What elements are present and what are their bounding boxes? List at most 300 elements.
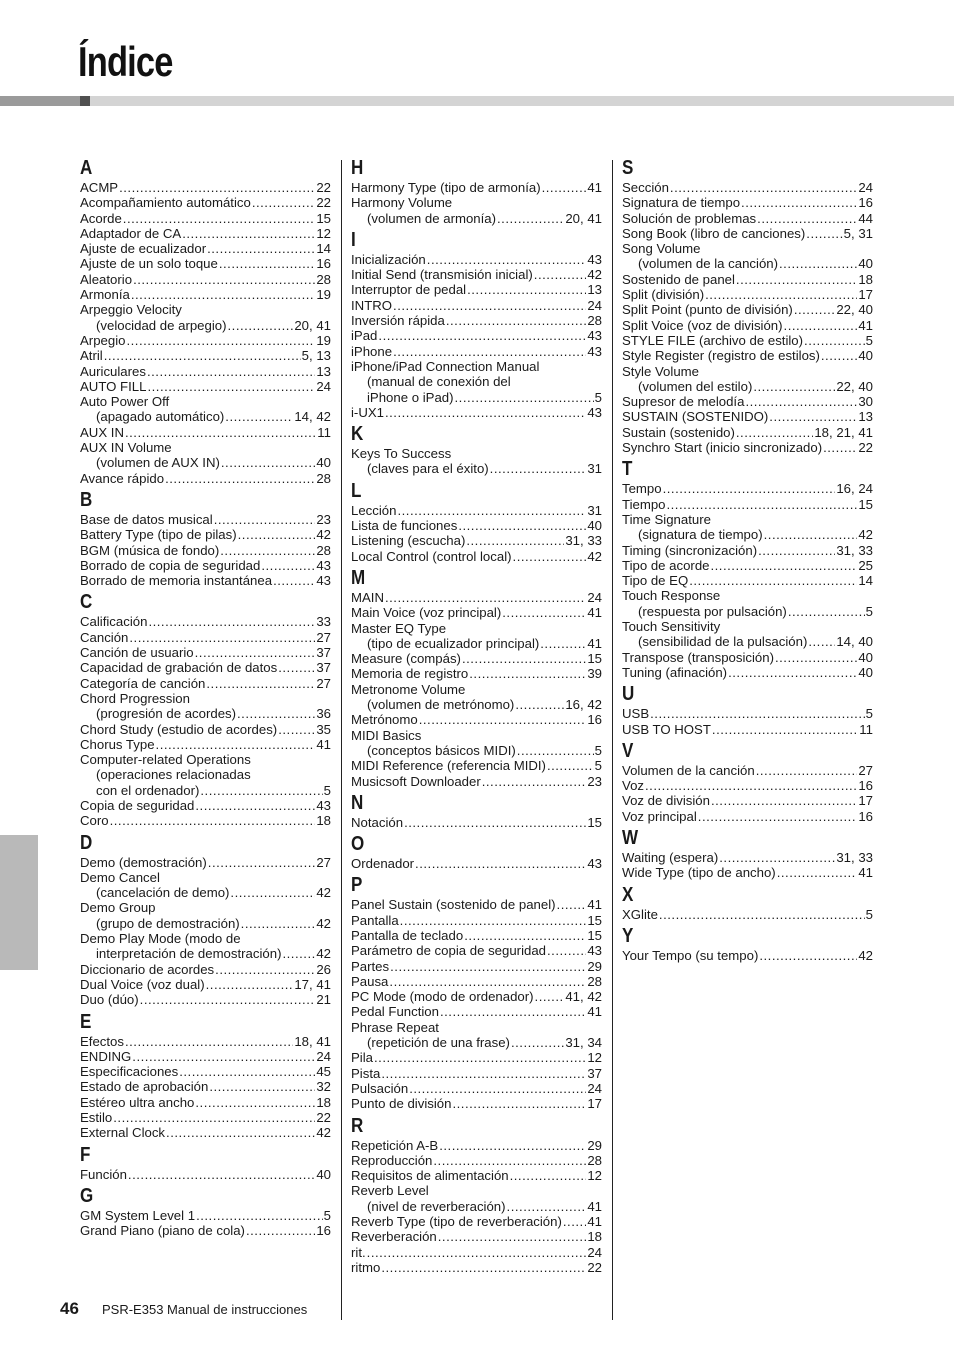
index-entry (80, 660, 331, 675)
index-entry (351, 1260, 602, 1275)
entry-term: iPhone (351, 343, 393, 359)
index-entry (80, 722, 331, 737)
dot-leader (220, 543, 315, 558)
dot-leader (278, 722, 315, 737)
index-entry (80, 1125, 331, 1140)
entry-page: 40 (316, 455, 331, 471)
index-entry (351, 774, 602, 789)
entry-page: 42 (858, 527, 873, 543)
entry-term: (volumen de AUX IN) (96, 455, 220, 471)
index-entry (80, 885, 331, 900)
entry-term: iPad (351, 328, 378, 344)
entry-term: (tipo de ecualizador principal) (367, 635, 540, 651)
entry-page: 22 (316, 1110, 331, 1126)
entry-page: 16 (316, 1223, 331, 1239)
entry-term: (nivel de reverberación) (367, 1198, 506, 1214)
entry-term: Keys To Success (351, 446, 452, 462)
entry-term: Estilo (80, 1110, 113, 1126)
entry-page: 41 (858, 317, 873, 333)
index-entry (351, 1199, 602, 1214)
index-entry (622, 512, 873, 527)
entry-term: rit. (351, 1244, 366, 1260)
entry-term: (sensibilidad de la pulsación) (638, 634, 808, 650)
dot-leader (721, 619, 872, 634)
entry-term: USB TO HOST (622, 721, 711, 737)
index-entry (351, 621, 602, 636)
dot-leader (415, 856, 586, 871)
dot-leader (650, 706, 865, 721)
dot-leader (182, 226, 315, 241)
entry-page: 18 (858, 271, 873, 287)
entry-term: Chord Progression (80, 690, 190, 706)
index-entry (351, 943, 602, 958)
entry-term: Lección (351, 502, 397, 518)
dot-leader (757, 211, 857, 226)
index-entry (80, 211, 331, 226)
index-section (80, 158, 331, 486)
dot-leader (808, 634, 835, 649)
index-entry (351, 461, 602, 476)
dot-leader (452, 446, 601, 461)
entry-term: (volumen de armonía) (367, 210, 497, 226)
entry-term: Avance rápido (80, 470, 165, 486)
index-column-2 (351, 158, 602, 1275)
entry-page: 41 (587, 605, 602, 621)
entry-term: (velocidad de arpegio) (96, 317, 227, 333)
entry-page: 22, 40 (836, 378, 873, 394)
dot-leader (433, 1153, 586, 1168)
dot-leader (128, 1167, 315, 1182)
section-letter: S (622, 157, 634, 179)
dot-leader (769, 409, 857, 424)
entry-page: 42 (587, 548, 602, 564)
dot-leader (784, 318, 858, 333)
section-letter: U (622, 683, 635, 706)
entry-page: 42 (316, 946, 331, 962)
entry-term: Listening (escucha) (351, 533, 466, 549)
index-entry (80, 1079, 331, 1094)
dot-leader (132, 1049, 315, 1064)
manual-title: PSR-E353 Manual de instrucciones (102, 1302, 308, 1317)
entry-page: 17 (858, 287, 873, 303)
dot-leader (230, 885, 315, 900)
entry-page: 24 (316, 378, 331, 394)
dot-leader (517, 743, 594, 758)
entry-term: Style Register (registro de estilos) (622, 348, 820, 364)
entry-page: 24 (316, 1048, 331, 1064)
entry-term: Armonía (80, 287, 130, 303)
index-section (80, 490, 331, 588)
entry-term: Demo Group (80, 900, 156, 916)
index-entry (80, 1034, 331, 1049)
entry-page: 11 (859, 721, 873, 737)
entry-page: 24 (587, 297, 602, 313)
index-entry (80, 1167, 331, 1182)
index-entry (80, 364, 331, 379)
entry-term: Requisitos de alimentación (351, 1168, 509, 1184)
index-entry (351, 1183, 602, 1198)
dot-leader (208, 855, 316, 870)
index-entry (622, 907, 873, 922)
index-entry (351, 682, 602, 697)
index-entry (351, 1035, 602, 1050)
entry-term: (progresión de acordes) (96, 706, 237, 722)
entry-term: Pista (351, 1065, 381, 1081)
index-entry (351, 974, 602, 989)
dot-leader (670, 180, 857, 195)
index-entry (80, 409, 331, 424)
index-entry (351, 211, 602, 226)
entry-term: Signatura de tiempo (622, 195, 741, 211)
dot-leader (712, 512, 872, 527)
index-section (622, 459, 873, 680)
entry-page: 16 (316, 256, 331, 272)
dot-leader (710, 558, 857, 573)
dot-leader (390, 959, 586, 974)
index-entry (80, 558, 331, 573)
index-section (351, 834, 602, 871)
entry-term: Pantalla de teclado (351, 927, 464, 943)
entry-page: 5 (594, 758, 602, 774)
section-letter: D (80, 831, 93, 854)
dot-leader (736, 272, 857, 287)
index-entry (351, 1168, 602, 1183)
entry-page: 41 (587, 1004, 602, 1020)
entry-page: 22 (316, 180, 331, 195)
index-entry (351, 758, 602, 773)
header-rule (0, 96, 954, 106)
dot-leader (745, 394, 857, 409)
index-entry (80, 455, 331, 470)
index-column-3 (622, 158, 873, 963)
entry-page: 40 (316, 1166, 331, 1182)
entry-page: 22 (316, 195, 331, 211)
entry-term: Local Control (control local) (351, 548, 512, 564)
entry-term: Canción (80, 629, 129, 645)
dot-leader (367, 1245, 587, 1260)
entry-term: Grand Piano (piano de cola) (80, 1223, 245, 1239)
dot-leader (775, 650, 857, 665)
index-entry (351, 651, 602, 666)
index-entry (80, 1049, 331, 1064)
entry-term: USB (622, 706, 650, 722)
dot-leader (823, 440, 857, 455)
dot-leader (170, 394, 330, 409)
dot-leader (467, 282, 586, 297)
entry-page: 43 (316, 557, 331, 573)
entry-term: Voz (622, 778, 644, 794)
entry-term: AUTO FILL (80, 378, 147, 394)
entry-page: 5 (323, 782, 331, 798)
entry-page: 41, 42 (565, 989, 602, 1005)
dot-leader (446, 313, 586, 328)
index-entry (351, 636, 602, 651)
entry-page: 27 (316, 675, 331, 691)
entry-page: 18 (316, 1094, 331, 1110)
index-entry (622, 865, 873, 880)
index-entry (80, 870, 331, 885)
entry-term: Synchro Start (inicio sincronizado) (622, 440, 823, 456)
entry-page: 24 (587, 1080, 602, 1096)
entry-page: 5 (865, 706, 873, 722)
dot-leader (200, 783, 322, 798)
entry-term: (repetición de una frase) (367, 1035, 510, 1051)
column-divider (612, 160, 613, 1320)
entry-page: 36 (316, 706, 331, 722)
entry-page: 16, 42 (565, 697, 602, 713)
index-entry (351, 590, 602, 605)
index-entry (622, 665, 873, 680)
index-entry (351, 374, 602, 389)
entry-page: 12 (587, 1050, 602, 1066)
entry-page: 42 (587, 267, 602, 283)
entry-term: Demo (demostración) (80, 854, 207, 870)
dot-leader (173, 440, 330, 455)
dot-leader (409, 1081, 586, 1096)
entry-page: 28 (316, 470, 331, 486)
index-entry (351, 1138, 602, 1153)
dot-leader (701, 241, 872, 256)
entry-term: Tuning (afinación) (622, 664, 728, 680)
entry-term: Reverb Level (351, 1183, 429, 1199)
dot-leader (179, 1064, 315, 1079)
dot-leader (777, 865, 858, 880)
dot-leader (427, 252, 587, 267)
index-entry (80, 691, 331, 706)
dot-leader (147, 364, 315, 379)
index-entry (351, 1004, 602, 1019)
dot-leader (225, 409, 293, 424)
dot-leader (439, 1138, 586, 1153)
index-entry (80, 931, 331, 946)
entry-page: 42 (858, 947, 873, 963)
dot-leader (534, 267, 587, 282)
entry-term: Pantalla (351, 912, 399, 928)
dot-leader (698, 809, 858, 824)
entry-term: AUX IN (80, 424, 124, 440)
entry-term: Inicialización (351, 251, 426, 267)
entry-term: interpretación de demostración) (96, 946, 282, 962)
section-letter: N (351, 791, 364, 814)
index-entry (351, 815, 602, 830)
dot-leader (540, 359, 601, 374)
dot-leader (510, 1168, 587, 1183)
entry-page: 40 (858, 664, 873, 680)
entry-term: Interruptor de pedal (351, 282, 467, 298)
dot-leader (711, 793, 857, 808)
entry-page: 27 (316, 629, 331, 645)
entry-term: Estéreo ultra ancho (80, 1094, 195, 1110)
section-letter: T (622, 458, 633, 481)
side-thumb-tab (0, 835, 38, 970)
index-section (80, 1145, 331, 1182)
entry-term: Computer-related Operations (80, 752, 251, 768)
index-entry (80, 1064, 331, 1079)
index-entry (80, 573, 331, 588)
dot-leader (261, 558, 315, 573)
entry-term: SUSTAIN (SOSTENIDO) (622, 409, 769, 425)
dot-leader (228, 318, 294, 333)
entry-page: 41 (587, 635, 602, 651)
section-letter: O (351, 833, 365, 856)
index-entry (351, 446, 602, 461)
index-entry (622, 364, 873, 379)
index-entry (80, 798, 331, 813)
entry-page: 18, 21, 41 (814, 424, 873, 440)
entry-term: Tipo de acorde (622, 557, 710, 573)
dot-leader (764, 527, 858, 542)
entry-page: 22 (587, 1259, 602, 1275)
dot-leader (469, 666, 586, 681)
entry-page: 42 (316, 885, 331, 901)
entry-page: 28 (587, 313, 602, 329)
entry-term: (grupo de demostración) (96, 915, 240, 931)
index-entry (351, 743, 602, 758)
entry-term: ENDING (80, 1048, 132, 1064)
entry-page: 29 (587, 958, 602, 974)
dot-leader (119, 180, 315, 195)
index-entry (80, 256, 331, 271)
entry-term: Pedal Function (351, 1004, 439, 1020)
entry-term: Split Point (punto de división) (622, 302, 793, 318)
dot-leader (378, 328, 586, 343)
entry-term: Supresor de melodía (622, 394, 745, 410)
index-entry (351, 989, 602, 1004)
entry-page: 41 (587, 180, 602, 195)
dot-leader (161, 870, 330, 885)
entry-page: 15 (858, 496, 873, 512)
entry-page: 43 (587, 328, 602, 344)
index-entry (351, 390, 602, 405)
entry-term: Partes (351, 958, 390, 974)
entry-term: (respuesta por pulsación) (638, 603, 787, 619)
dot-leader (736, 425, 813, 440)
index-entry (80, 737, 331, 752)
index-entry (351, 1020, 602, 1035)
entry-term: Reproducción (351, 1152, 433, 1168)
index-section (80, 1012, 331, 1141)
entry-term: Volumen de la canción (622, 762, 755, 778)
entry-term: Notación (351, 814, 404, 830)
entry-page: 40 (858, 348, 873, 364)
entry-term: MIDI Basics (351, 727, 422, 743)
dot-leader (719, 850, 835, 865)
index-entry (351, 503, 602, 518)
dot-leader (806, 226, 842, 241)
entry-page: 16, 24 (836, 481, 873, 497)
entry-page: 15 (587, 814, 602, 830)
entry-page: 28 (587, 1152, 602, 1168)
entry-term: Ordenador (351, 856, 415, 872)
entry-term: Adaptador de CA (80, 225, 182, 241)
index-entry (351, 518, 602, 533)
index-entry (80, 855, 331, 870)
dot-leader (129, 630, 315, 645)
entry-page: 14, 40 (836, 634, 873, 650)
index-entry (622, 379, 873, 394)
dot-leader (252, 752, 330, 767)
entry-page: 5 (865, 603, 873, 619)
dot-leader (535, 989, 565, 1004)
dot-leader (721, 588, 872, 603)
index-entry (351, 897, 602, 912)
entry-page: 5 (594, 742, 602, 758)
index-section (622, 885, 873, 922)
dot-leader (252, 195, 316, 210)
dot-leader (166, 1125, 315, 1140)
dot-leader (131, 287, 315, 302)
dot-leader (804, 333, 865, 348)
dot-leader (563, 1214, 586, 1229)
dot-leader (183, 302, 330, 317)
index-entry (80, 767, 331, 782)
entry-term: Ajuste de un solo toque (80, 256, 218, 272)
index-section (351, 1116, 602, 1276)
entry-term: Coro (80, 813, 109, 829)
entry-term: Pulsación (351, 1080, 409, 1096)
dot-leader (219, 256, 315, 271)
entry-term: Aleatorio (80, 271, 133, 287)
index-entry (622, 425, 873, 440)
entry-term: Función (80, 1166, 127, 1182)
index-section (80, 833, 331, 1008)
entry-page: 24 (587, 589, 602, 605)
dot-leader (438, 1229, 587, 1244)
index-entry (80, 962, 331, 977)
entry-term: STYLE FILE (archivo de estilo) (622, 332, 804, 348)
section-letter: R (351, 1114, 364, 1137)
index-entry (351, 928, 602, 943)
entry-term: PC Mode (modo de ordenador) (351, 989, 534, 1005)
dot-leader (689, 573, 857, 588)
dot-leader (195, 1095, 315, 1110)
index-entry (80, 1208, 331, 1223)
index-column-1 (80, 158, 331, 1239)
dot-leader (206, 676, 315, 691)
entry-page: 43 (316, 797, 331, 813)
entry-term: Inversión rápida (351, 313, 445, 329)
index-entry (80, 900, 331, 915)
entry-term: Touch Sensitivity (622, 619, 721, 635)
dot-leader (663, 481, 836, 496)
dot-leader (452, 1096, 586, 1111)
entry-term: Song Book (libro de canciones) (622, 225, 806, 241)
dot-leader (140, 992, 316, 1007)
entry-term: Lista de funciones (351, 518, 458, 534)
dot-leader (389, 974, 586, 989)
index-section (351, 424, 602, 477)
entry-page: 11 (317, 424, 331, 440)
section-letter: P (351, 874, 363, 897)
entry-page: 16 (587, 712, 602, 728)
entry-term: Ajuste de ecualizador (80, 241, 207, 257)
entry-term: Your Tempo (su tempo) (622, 947, 759, 963)
entry-term: Pausa (351, 973, 389, 989)
entry-term: Sección (622, 180, 669, 195)
entry-term: Voz principal (622, 808, 697, 824)
dot-leader (419, 712, 587, 727)
index-entry (80, 676, 331, 691)
entry-term: Metrónomo (351, 712, 418, 728)
entry-page: 37 (587, 1065, 602, 1081)
section-letter: I (351, 228, 356, 251)
index-entry (351, 252, 602, 267)
index-entry (351, 298, 602, 313)
section-letter: L (351, 479, 362, 502)
dot-leader (123, 211, 316, 226)
dot-leader (278, 660, 315, 675)
index-entry (622, 440, 873, 455)
